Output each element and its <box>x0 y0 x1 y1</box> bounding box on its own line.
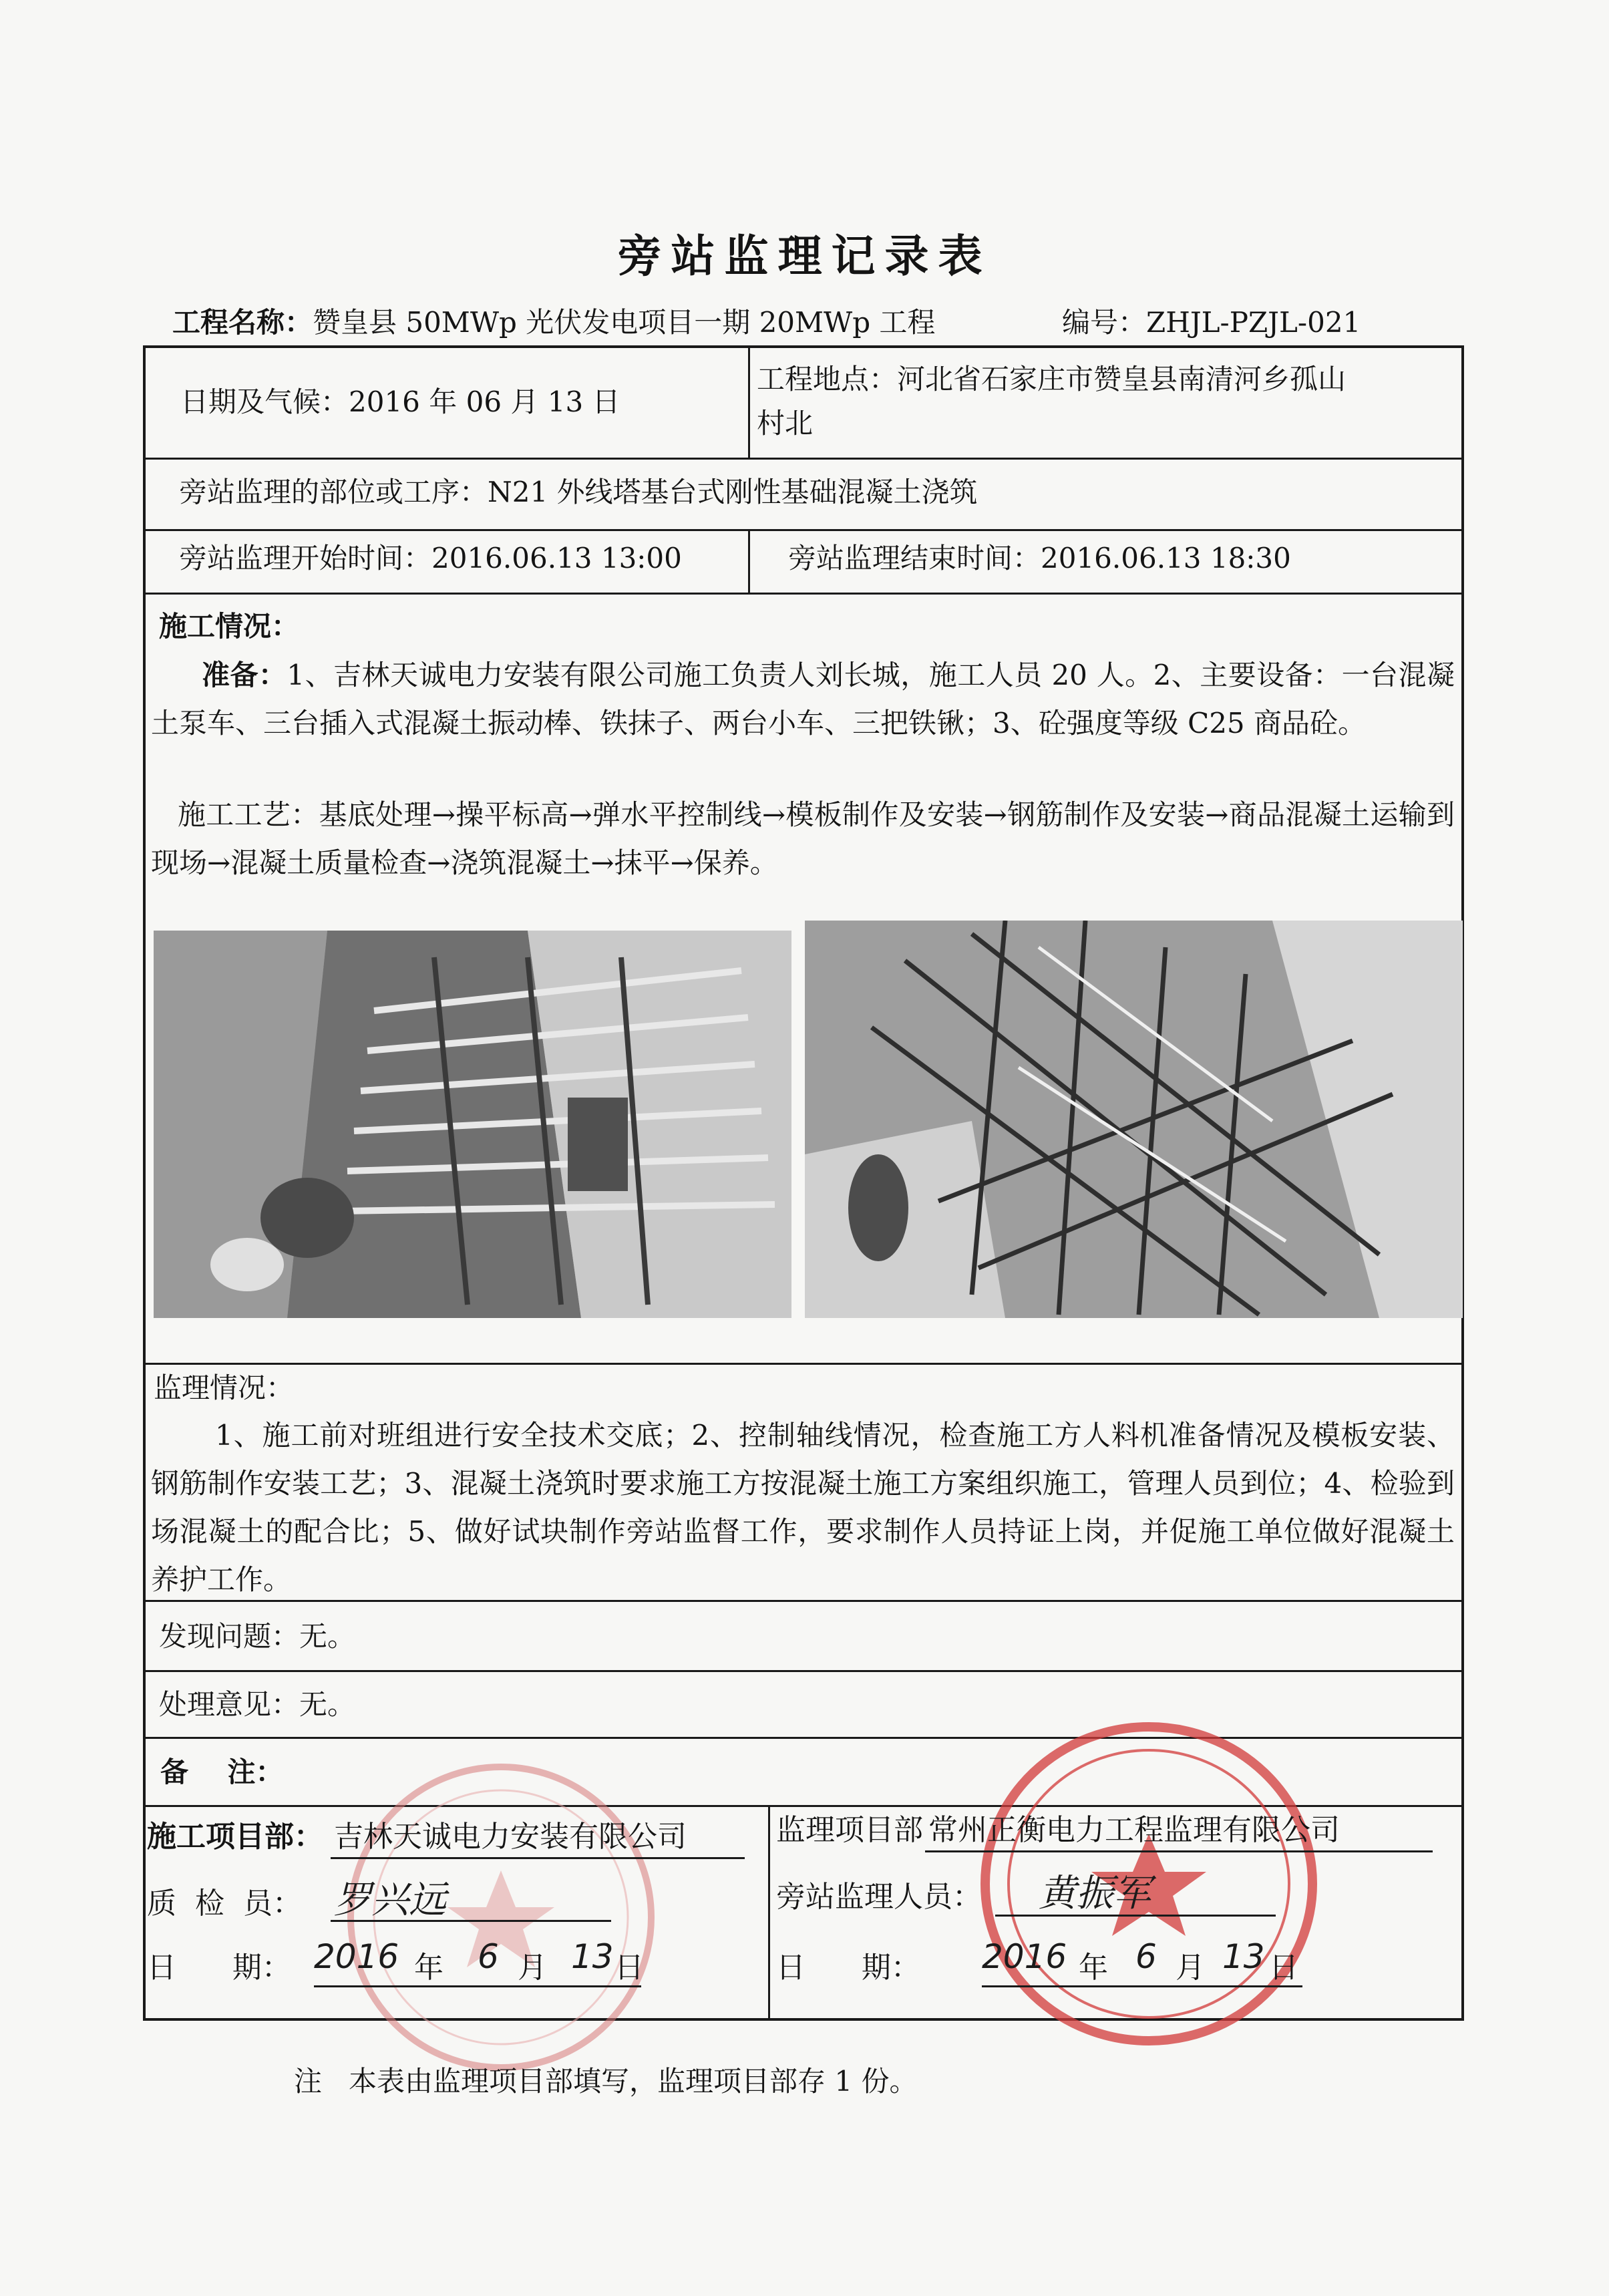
date-weather-cell <box>180 383 620 421</box>
site-supervisor-underline <box>995 1915 1276 1917</box>
start-value: 2016.06.13 13:00 <box>431 542 682 575</box>
site-supervisor-signature: 黄振军 <box>1039 1872 1151 1915</box>
location-cell <box>757 361 1346 398</box>
opinion-label: 处理意见： <box>159 1688 300 1721</box>
supervision-heading: 监理情况： <box>154 1371 295 1404</box>
row-divider <box>143 1363 1464 1365</box>
end-cell <box>788 540 1291 577</box>
row-divider <box>143 458 1464 460</box>
process-text: 基底处理→操平标高→弹水平控制线→模板制作及安装→钢筋制作及安装→商品混凝土运输到现场→混凝土质量检查→浇筑混凝土→抹平→保养。 <box>151 798 1455 879</box>
process-label: 施工工艺： <box>178 798 319 831</box>
number-line <box>1062 301 1361 341</box>
location-label: 工程地点： <box>757 363 898 395</box>
part-label: 旁站监理的部位或工序： <box>179 476 488 508</box>
construction-heading: 施工情况： <box>159 610 300 643</box>
rebar-photo-drawing <box>805 921 1463 1318</box>
contractor-label: 施工项目部： <box>147 1820 323 1854</box>
right-year-char: 年 <box>1079 1951 1108 1985</box>
problem-value: 无。 <box>299 1620 356 1653</box>
inspector-label: 质 检 员： <box>147 1887 302 1921</box>
construction-photo-right <box>805 921 1463 1318</box>
left-date-underline <box>314 1985 641 1987</box>
start-cell <box>179 540 682 577</box>
inspector-underline <box>331 1920 611 1922</box>
process-paragraph <box>151 791 1455 887</box>
construction-photo-left <box>154 931 791 1318</box>
opinion-cell <box>159 1686 355 1724</box>
right-date-label: 日 期： <box>776 1951 920 1985</box>
inspector-signature: 罗兴远 <box>334 1878 446 1922</box>
right-date-day: 13 <box>1222 1937 1265 1976</box>
number-value: ZHJL-PZJL-021 <box>1146 306 1361 339</box>
contractor-value: 吉林天诚电力安装有限公司 <box>334 1820 687 1854</box>
supervisor-underline <box>925 1850 1433 1852</box>
row-divider <box>143 593 1464 595</box>
part-cell <box>179 474 978 511</box>
part-value: N21 外线塔基台式刚性基础混凝土浇筑 <box>488 476 978 508</box>
left-year-char: 年 <box>414 1951 443 1985</box>
left-day-char: 日 <box>614 1951 644 1985</box>
site-supervisor-label: 旁站监理人员： <box>776 1880 982 1914</box>
right-month-char: 月 <box>1176 1951 1205 1985</box>
location-value-line2: 村北 <box>757 407 814 440</box>
project-line <box>172 301 935 341</box>
formwork-photo-drawing <box>154 931 791 1318</box>
start-label: 旁站监理开始时间： <box>179 542 432 575</box>
footnote: 注 本表由监理项目部填写，监理项目部存 1 份。 <box>294 2065 918 2098</box>
supervisor-label: 监理项目部 <box>776 1813 923 1847</box>
column-divider <box>748 345 750 458</box>
prep-paragraph <box>151 651 1455 748</box>
right-date-year: 2016 <box>982 1937 1067 1976</box>
right-date-underline <box>982 1985 1302 1987</box>
date-weather-label: 日期及气候： <box>180 385 349 418</box>
column-divider <box>748 529 750 593</box>
date-weather-value: 2016 年 06 月 13 日 <box>349 385 620 418</box>
prep-text: 1、吉林天诚电力安装有限公司施工负责人刘长城，施工人员 20 人。2、主要设备：一台混凝土泵车、三台插入式混凝土振动棒、铁抹子、两台小车、三把铁锹；3、砼强度等级 C25 商品砼。 <box>151 659 1455 740</box>
end-value: 2016.06.13 18:30 <box>1041 542 1291 575</box>
row-divider <box>143 529 1464 531</box>
project-label: 工程名称： <box>172 306 313 339</box>
location-value-line1: 河北省石家庄市赞皇县南清河乡孤山 <box>897 363 1347 395</box>
row-divider <box>143 1670 1464 1672</box>
problem-label: 发现问题： <box>159 1620 300 1653</box>
left-date-month: 6 <box>478 1937 499 1976</box>
opinion-value: 无。 <box>299 1688 356 1721</box>
project-name: 赞皇县 50MWp 光伏发电项目一期 20MWp 工程 <box>313 306 936 339</box>
supervisor-value: 常州正衡电力工程监理有限公司 <box>928 1813 1340 1847</box>
contractor-underline <box>331 1857 745 1859</box>
left-date-year: 2016 <box>314 1937 399 1976</box>
column-divider <box>768 1805 770 2021</box>
supervision-text: 1、施工前对班组进行安全技术交底；2、控制轴线情况，检查施工方人料机准备情况及模板安装、钢筋制作安装工艺；3、混凝土浇筑时要求施工方按混凝土施工方案组织施工，管理人员到位；4、检验到场混凝土的配合比；5、做好试块制作旁站监督工作，要求制作人员持证上岗，并促施工单位做好混凝土养护工作。 <box>151 1419 1455 1596</box>
problem-cell <box>159 1618 355 1655</box>
remark-label: 备 注： <box>160 1756 284 1788</box>
right-day-char: 日 <box>1269 1951 1298 1985</box>
left-date-day: 13 <box>571 1937 614 1976</box>
document-title: 旁站监理记录表 <box>617 230 992 282</box>
right-date-month: 6 <box>1135 1937 1157 1976</box>
left-date-label: 日 期： <box>147 1951 291 1985</box>
number-label: 编号： <box>1062 306 1147 339</box>
end-label: 旁站监理结束时间： <box>788 542 1041 575</box>
left-month-char: 月 <box>518 1951 547 1985</box>
prep-label: 准备： <box>202 659 287 691</box>
